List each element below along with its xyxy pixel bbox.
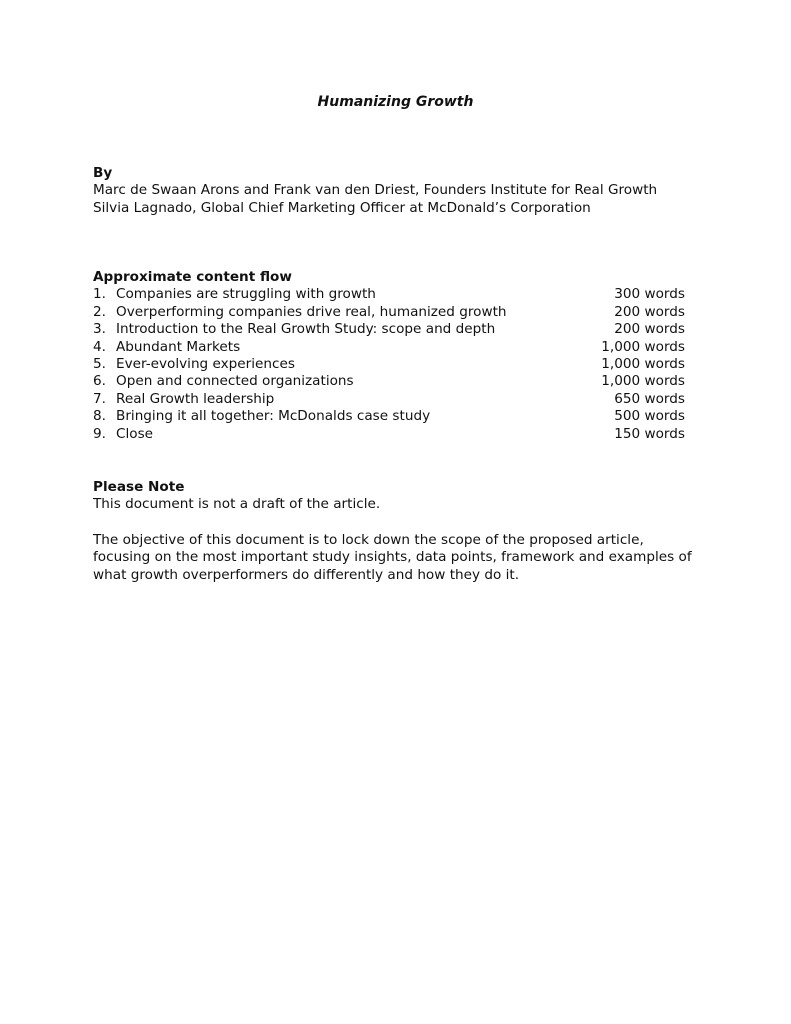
list-item [93,373,685,390]
byline-cmo-line: Silvia Lagnado, Global Chief Marketing Officer at McDonald’s Corporation [93,199,591,216]
note-heading: Please Note [93,479,185,495]
item-text: Bringing it all together: McDonalds case study [116,408,431,425]
list-item [93,321,685,338]
document-title: Humanizing Growth [317,94,474,110]
item-number: 1. [93,286,106,303]
note-section [93,479,693,584]
item-number: 3. [93,321,106,338]
item-text: Ever-evolving experiences [116,355,295,372]
content-flow-section [93,269,693,443]
item-word-count: 300 words [614,286,685,303]
item-word-count: 500 words [614,408,685,425]
item-number: 2. [93,303,106,320]
item-number: 5. [93,355,106,372]
note-line: This document is not a draft of the article. [93,496,381,513]
item-number: 8. [93,408,106,425]
item-text: Companies are struggling with growth [116,286,376,303]
item-number: 6. [93,373,106,390]
item-text: Introduction to the Real Growth Study: scope and depth [116,321,496,338]
byline-section [93,165,693,217]
content-flow-heading: Approximate content flow [93,269,292,285]
item-word-count: 1,000 words [601,355,685,372]
item-word-count: 150 words [614,425,685,442]
item-word-count: 200 words [614,303,685,320]
item-text: Real Growth leadership [116,390,275,407]
item-word-count: 650 words [614,390,685,407]
item-word-count: 1,000 words [601,338,685,355]
list-item [93,391,685,408]
list-item [93,356,685,373]
list-item [93,426,685,443]
item-number: 7. [93,390,106,407]
byline-heading: By [93,165,113,181]
list-item [93,286,685,303]
item-number: 4. [93,338,106,355]
list-item [93,408,685,425]
list-item [93,339,685,356]
item-word-count: 200 words [614,321,685,338]
item-text: Open and connected organizations [116,373,354,390]
item-word-count: 1,000 words [601,373,685,390]
content-flow-list [93,286,685,443]
list-item [93,304,685,321]
item-text: Overperforming companies drive real, humanized growth [116,303,507,320]
note-paragraph: The objective of this document is to lock down the scope of the proposed article, focusing on the most important study insights, data points, framework and examples of what growth overperformers do differently and how they do it. [93,531,692,583]
item-text: Abundant Markets [116,338,241,355]
byline-authors-line: Marc de Swaan Arons and Frank van den Driest, Founders Institute for Real Growth [93,182,658,199]
item-number: 9. [93,425,106,442]
item-text: Close [116,425,154,442]
